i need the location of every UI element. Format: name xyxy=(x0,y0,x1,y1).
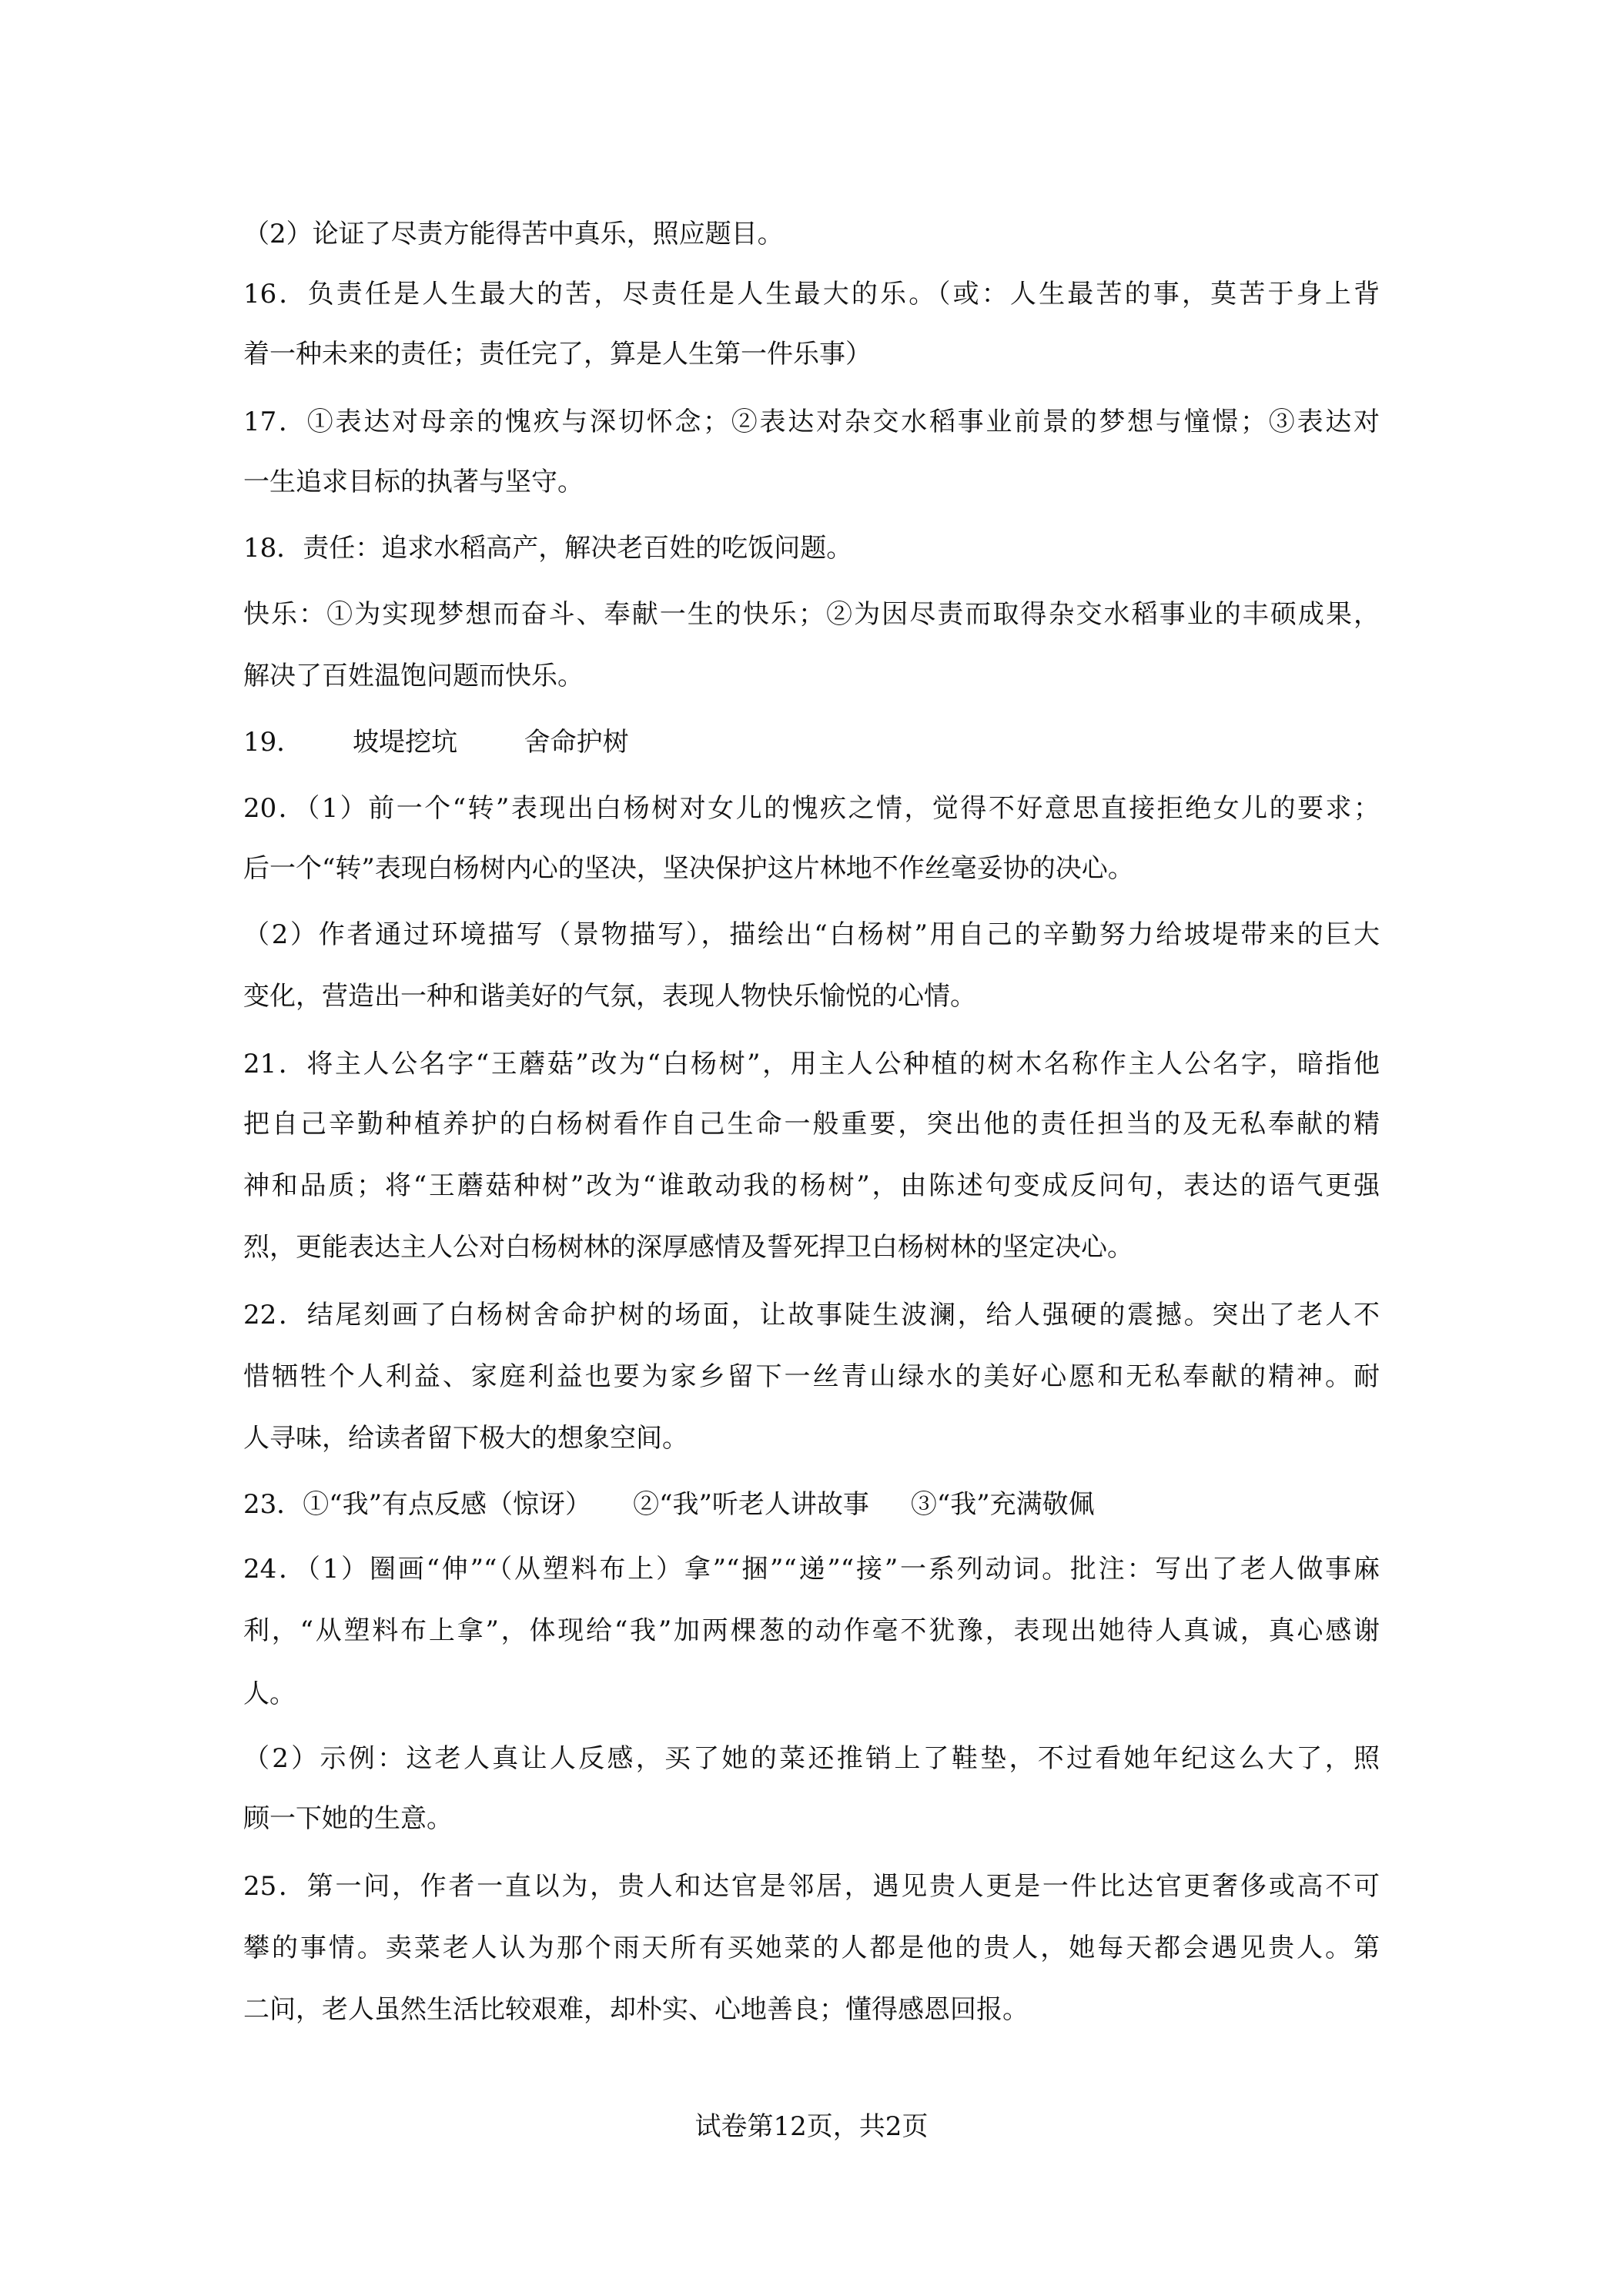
answer-20-2-line-1: （2）作者通过环境描写（景物描写），描绘出“白杨树”用自己的辛勤努力给坡堤带来的巨大 xyxy=(243,919,1380,950)
answer-25-line-2: 攀的事情。卖菜老人认为那个雨天所有买她菜的人都是他的贵人，她每天都会遇见贵人。第 xyxy=(243,1933,1380,1963)
answer-24-2-line-2: 顾一下她的生意。 xyxy=(243,1803,453,1834)
answer-24-1-line-2: 利，“从塑料布上拿”，体现给“我”加两棵葱的动作毫不犹豫，表现出她待人真诚，真心感谢 xyxy=(243,1615,1380,1646)
answer-25-line-3: 二问，老人虽然生活比较艰难，却朴实、心地善良；懂得感恩回报。 xyxy=(243,1994,1029,2025)
answer-20-1-line-1: 20．（1）前一个“转”表现出白杨树对女儿的愧疚之情，觉得不好意思直接拒绝女儿的要求； xyxy=(243,793,1380,824)
answer-16-line-2: 着一种未来的责任；责任完了，算是人生第一件乐事） xyxy=(243,339,872,370)
page-footer: 试卷第12页，共2页 xyxy=(694,2111,929,2142)
answer-21-line-2: 把自己辛勤种植养护的白杨树看作自己生命一般重要，突出他的责任担当的及无私奉献的精 xyxy=(243,1109,1380,1140)
answer-18-line-2: 快乐：①为实现梦想而奋斗、奉献一生的快乐；②为因尽责而取得杂交水稻事业的丰硕成果， xyxy=(243,599,1380,630)
answer-22-line-3: 人寻味，给读者留下极大的想象空间。 xyxy=(243,1423,688,1454)
answer-24-1-line-3: 人。 xyxy=(243,1678,296,1709)
answer-17-line-2: 一生追求目标的执著与坚守。 xyxy=(243,467,584,497)
answer-24-1-line-1: 24．（1）圈画“伸”“（从塑料布上）拿”“捆”“递”“接”一系列动词。批注：写出了老人做事麻 xyxy=(243,1554,1380,1585)
answer-21-line-3: 神和品质；将“王蘑菇种树”改为“谁敢动我的杨树”，由陈述句变成反问句，表达的语气更强 xyxy=(243,1170,1380,1201)
answer-20-1-line-2: 后一个“转”表现白杨树内心的坚决，坚决保护这片林地不作丝毫妥协的决心。 xyxy=(243,853,1134,884)
answer-25-line-1: 25．第一问，作者一直以为，贵人和达官是邻居，遇见贵人更是一件比达官更奢侈或高不可 xyxy=(243,1871,1380,1902)
answer-21-line-4: 烈，更能表达主人公对白杨树林的深厚感情及誓死捍卫白杨树林的坚定决心。 xyxy=(243,1232,1133,1263)
answer-20-2-line-2: 变化，营造出一种和谐美好的气氛，表现人物快乐愉悦的心情。 xyxy=(243,981,976,1012)
answer-23-line: 23．①“我”有点反感（惊讶） ②“我”听老人讲故事 ③“我”充满敬佩 xyxy=(243,1489,1095,1520)
answer-18-line-3: 解决了百姓温饱问题而快乐。 xyxy=(243,661,584,691)
answer-22-line-2: 惜牺牲个人利益、家庭利益也要为家乡留下一丝青山绿水的美好心愿和无私奉献的精神。耐 xyxy=(243,1361,1380,1392)
answer-18-line-1: 18．责任：追求水稻高产，解决老百姓的吃饭问题。 xyxy=(243,533,853,564)
answer-24-2-line-1: （2）示例：这老人真让人反感，买了她的菜还推销上了鞋垫，不过看她年纪这么大了，照 xyxy=(243,1743,1380,1774)
answer-17-line-1: 17．①表达对母亲的愧疚与深切怀念；②表达对杂交水稻事业前景的梦想与憧憬；③表达对 xyxy=(243,407,1380,437)
answer-22-line-1: 22．结尾刻画了白杨树舍命护树的场面，让故事陡生波澜，给人强硬的震撼。突出了老人不 xyxy=(243,1300,1380,1330)
answer-16-line-1: 16．负责任是人生最大的苦，尽责任是人生最大的乐。（或：人生最苦的事，莫苦于身上背 xyxy=(243,279,1380,310)
answer-15-2-line: （2）论证了尽责方能得苦中真乐，照应题目。 xyxy=(243,219,784,249)
answer-21-line-1: 21．将主人公名字“王蘑菇”改为“白杨树”，用主人公种植的树木名称作主人公名字，暗指他 xyxy=(243,1049,1380,1079)
answer-19-line: 19． 坡堤挖坑 舍命护树 xyxy=(243,727,629,758)
